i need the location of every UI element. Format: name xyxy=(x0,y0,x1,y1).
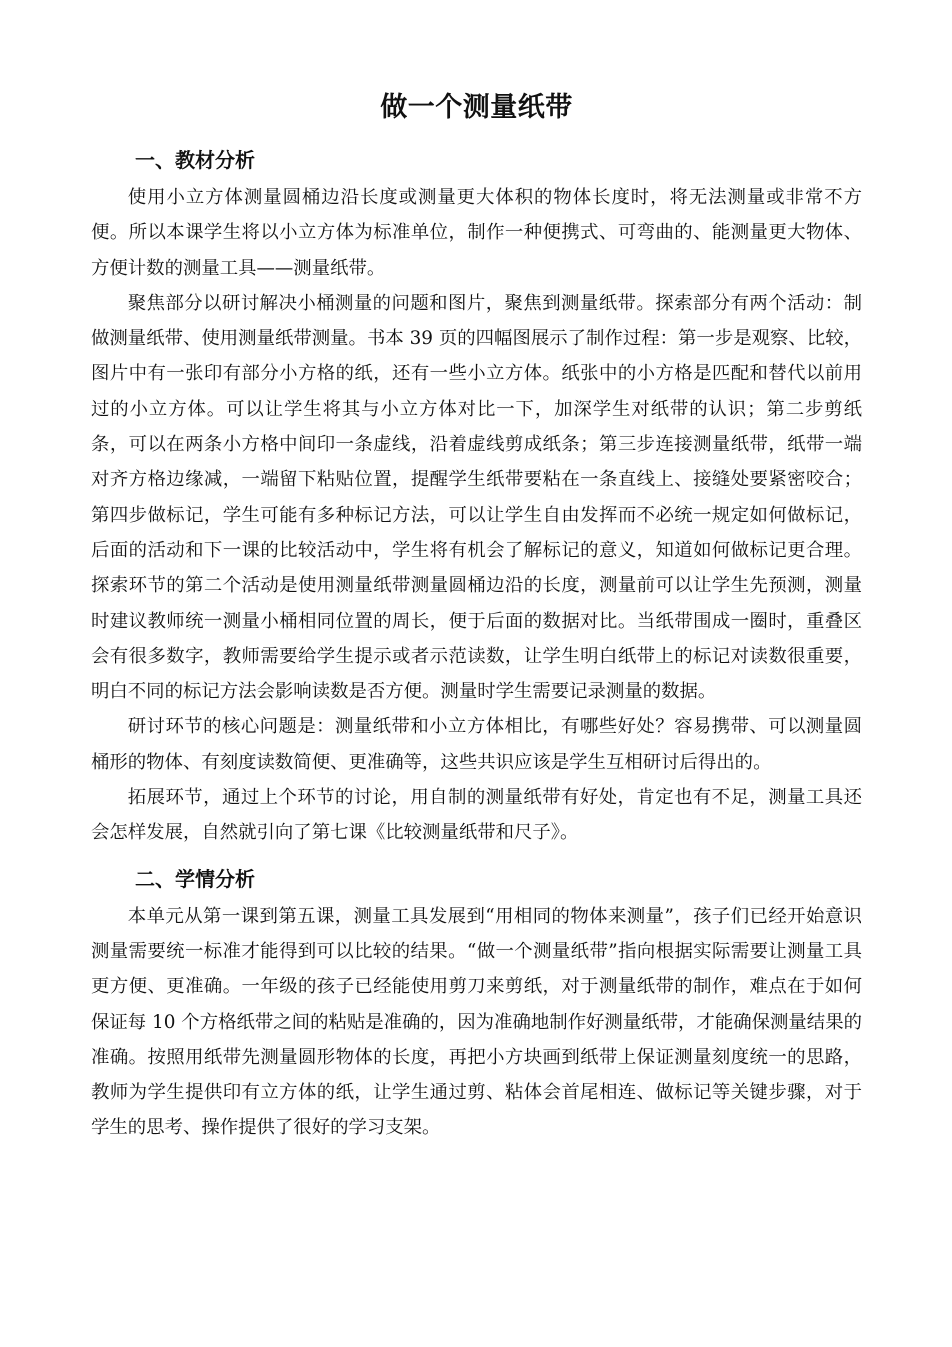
paragraph: 拓展环节，通过上个环节的讨论，用自制的测量纸带有好处，肯定也有不足，测量工具还会怎样发展，自然就引向了第七课《比较测量纸带和尺子》。 xyxy=(91,787,862,844)
document-title: 做一个测量纸带 xyxy=(380,92,573,123)
paragraph: 使用小立方体测量圆桶边沿长度或测量更大体积的物体长度时，将无法测量或非常不方便。所以本课学生将以小立方体为标准单位，制作一种便携式、可弯曲的、能测量更大物体、方便计数的测量工具——测量纸带。 xyxy=(91,187,862,279)
paragraph: 本单元从第一课到第五课，测量工具发展到“用相同的物体来测量”，孩子们已经开始意识测量需要统一标准才能得到可以比较的结果。“做一个测量纸带”指向根据实际需要让测量工具更方便、更准确。一年级的孩子已经能使用剪刀来剪纸，对于测量纸带的制作，难点在于如何保证每 10 个方格纸带之间的粘贴是准确的，因为准确地制作好测量纸带，才能确保测量结果的准确。按照用纸带先测量圆形物体的长度，再把小方块画到纸带上保证测量刻度统一的思路，教师为学生提供印有立方体的纸，让学生通过剪、粘体会首尾相连、做标记等关键步骤，对于学生的思考、操作提供了很好的学习支架。 xyxy=(91,905,862,1139)
section-student-analysis xyxy=(91,859,862,1146)
section-textbook-analysis xyxy=(91,140,862,851)
section-heading-textbook-analysis: 一、教材分析 xyxy=(135,148,255,172)
section-heading-student-analysis: 二、学情分析 xyxy=(135,866,255,891)
paragraph: 研讨环节的核心问题是：测量纸带和小立方体相比，有哪些好处？容易携带、可以测量圆桶形的物体、有刻度读数简便、更准确等，这些共识应该是学生互相研讨后得出的。 xyxy=(91,716,862,773)
paragraph: 聚焦部分以研讨解决小桶测量的问题和图片，聚焦到测量纸带。探索部分有两个活动：制做测量纸带、使用测量纸带测量。书本 39 页的四幅图展示了制作过程：第一步是观察、比较，图片中有一张印有部分小方格的纸，还有一些小立方体。纸张中的小方格是匹配和替代以前用过的小立方体。可以让学生将其与小立方体对比一下，加深学生对纸带的认识；第二步剪纸条，可以在两条小方格中间印一条虚线，沿着虚线剪成纸条；第三步连接测量纸带，纸带一端对齐方格边缘减，一端留下粘贴位置，提醒学生纸带要粘在一条直线上、接缝处要紧密咬合；第四步做标记，学生可能有多种标记方法，可以让学生自由发挥而不必统一规定如何做标记，后面的活动和下一课的比较活动中，学生将有机会了解标记的意义，知道如何做标记更合理。探索环节的第二个活动是使用测量纸带测量圆桶边沿的长度，测量前可以让学生先预测，测量时建议教师统一测量小桶相同位置的周长，便于后面的数据对比。当纸带围成一圈时，重叠区会有很多数字，教师需要给学生提示或者示范读数，让学生明白纸带上的标记对读数很重要，明白不同的标记方法会影响读数是否方便。测量时学生需要记录测量的数据。 xyxy=(91,292,862,703)
